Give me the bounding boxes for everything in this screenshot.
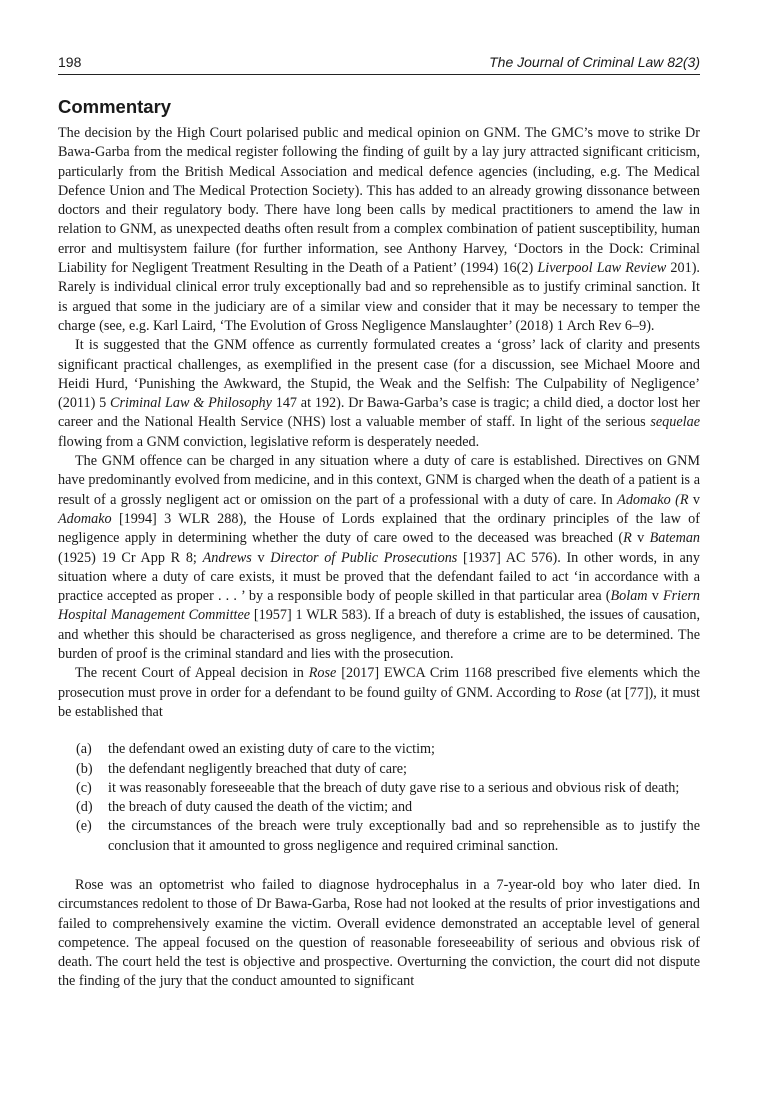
list-marker: (c) bbox=[76, 779, 92, 796]
paragraph-4 bbox=[58, 664, 700, 722]
italic-citation: Criminal Law & Philosophy bbox=[109, 395, 272, 412]
list-marker: (a) bbox=[76, 741, 92, 758]
italic-citation: Liverpool Law Review bbox=[537, 260, 667, 277]
list-item bbox=[76, 760, 700, 779]
text-run: (1925) 19 Cr App R 8; bbox=[58, 549, 203, 566]
list-item-text: the breach of duty caused the death of the victim; and bbox=[108, 799, 413, 816]
text-run: [1937] AC 576). In other words, in any situation where a duty of care exists, it must be proved that the defendant failed to act ‘in accordance with a practice accepted as proper . . . ’ by a responsible body of people skilled in that particular area ( bbox=[58, 549, 700, 605]
text-run: 147 at 192). Dr Bawa-Garba’s case is tragic; a child died, a doctor lost her career and the National Health Service (NHS) lost a valuable member of staff. In light of the serious bbox=[58, 395, 700, 431]
text-run: It is suggested that the GNM offence as currently formulated creates a ‘gross’ lack of clarity and presents significant practical challenges, as exemplified in the present case (for a discussion, see Michael Moore and Heidi Hurd, ‘Punishing the Awkward, the Stupid, the Weak and the Selfish: The Culpability of Negligence’ (2011) 5 bbox=[58, 337, 700, 412]
text-run: The GNM offence can be charged in any situation where a duty of care is established. Directives on GNM have predominantly evolved from medicine, and in this context, GNM is charged when the death of a patient is a result of a grossly negligent act or omission on the part of a professional with a duty of care. In bbox=[58, 453, 700, 508]
journal-title: The Journal of Criminal Law 82(3) bbox=[489, 54, 700, 70]
list-item-text: the defendant owed an existing duty of care to the victim; bbox=[108, 741, 435, 758]
page-number: 198 bbox=[58, 54, 82, 70]
italic-citation: Rose bbox=[574, 684, 603, 701]
text-run: 201). Rarely is individual clinical error truly exceptionally bad and so reprehensible as to justify criminal sanction. It is argued that some in the judiciary are of a similar view and consider that it may be necessary to temper the charge (see, e.g. Karl Laird, ‘The Evolution of Gross Negligence Manslaughter’ (2018) 1 Arch Rev 6–9). bbox=[58, 260, 700, 334]
italic-citation: Rose bbox=[308, 665, 337, 682]
text-run: v bbox=[631, 530, 650, 547]
running-header bbox=[58, 52, 700, 75]
text-run: [1957] 1 WLR 583). If a breach of duty is established, the issues of causation, and whether this should be characterised as gross negligence, and therefore a crime are to be determined. The burden of proof is the criminal standard and lies with the prosecution. bbox=[58, 607, 700, 663]
italic-citation: Bolam bbox=[610, 588, 648, 605]
italic-citation: Bateman bbox=[649, 530, 701, 547]
list-marker: (b) bbox=[76, 760, 93, 777]
text-run: (at [77]), it must be established that bbox=[58, 684, 700, 720]
list-item bbox=[76, 817, 700, 856]
section-heading: Commentary bbox=[58, 96, 172, 117]
list-item bbox=[76, 740, 700, 759]
italic-citation: Friern Hospital Management Committee bbox=[58, 588, 700, 624]
article-body bbox=[58, 92, 700, 992]
list-marker: (e) bbox=[76, 818, 92, 835]
text-run: v bbox=[688, 491, 700, 508]
text-run: The recent Court of Appeal decision in bbox=[75, 665, 309, 682]
text-run: [1994] 3 WLR 288), the House of Lords explained that the ordinary principles of the law of negligence apply in determining whether the duty of care owed to the deceased was breached ( bbox=[58, 510, 700, 547]
text-run: v bbox=[647, 588, 663, 605]
paragraph-1 bbox=[58, 124, 700, 336]
list-item-text: it was reasonably foreseeable that the breach of duty gave rise to a serious and obvious risk of death; bbox=[108, 779, 680, 796]
list-item-text: the defendant negligently breached that duty of care; bbox=[108, 760, 407, 777]
italic-citation: Director of Public Prosecutions bbox=[270, 549, 458, 566]
italic-citation: sequelae bbox=[650, 414, 700, 431]
list-item bbox=[76, 779, 700, 798]
paragraph-rose: Rose was an optometrist who failed to diagnose hydrocephalus in a 7-year-old boy who later died. In circumstances redolent to those of Dr Bawa-Garba, Rose had not looked at the results of prior investigations and failed to comprehensively examine the victim. Overall evidence demonstrated an acceptable level of general competence. The appeal focused on the question of reasonable foreseeability of serious and obvious risk of death. The court held the test is objective and prospective. Overturning the conviction, the court did not dispute the finding of the jury that the conduct amounted to significant bbox=[58, 876, 700, 990]
italic-citation: Adomako bbox=[58, 510, 112, 527]
gnm-elements-list bbox=[58, 740, 700, 856]
paragraph-2 bbox=[58, 336, 700, 452]
text-run: flowing from a GNM conviction, legislative reform is desperately needed. bbox=[58, 433, 480, 450]
list-item-text: the circumstances of the breach were truly exceptionally bad and so reprehensible as to justify the conclusion that it amounted to gross negligence and required criminal sanction. bbox=[108, 818, 700, 854]
italic-citation: R bbox=[623, 530, 632, 547]
italic-citation: Adomako (R bbox=[617, 491, 689, 508]
text-run: v bbox=[251, 549, 271, 566]
list-marker: (d) bbox=[76, 799, 93, 816]
italic-citation: Andrews bbox=[202, 549, 252, 566]
text-run: The decision by the High Court polarised public and medical opinion on GNM. The GMC’s move to strike Dr Bawa-Garba from the medical register following the finding of guilt by a lay jury attracted significant criticism, particularly from the British Medical Association and medical defence agencies (including, e.g. The Medical Defence Union and The Medical Protection Society). This has added to an already growing dissonance between doctors and their regulatory body. There have long been calls by medical practitioners to amend the law in relation to GNM, as unexpected deaths often result from a complex combination of patient susceptibility, human error and multisystem failure (for further information, see Anthony Harvey, ‘Doctors in the Dock: Criminal Liability for Negligent Treatment Resulting in the Death of a Patient’ (1994) 16(2) bbox=[58, 125, 700, 277]
list-item bbox=[76, 798, 700, 817]
text-run: [2017] EWCA Crim 1168 prescribed five elements which the prosecution must prove in order for a defendant to be found guilty of GNM. According to bbox=[58, 665, 700, 701]
paragraph-3 bbox=[58, 452, 700, 664]
